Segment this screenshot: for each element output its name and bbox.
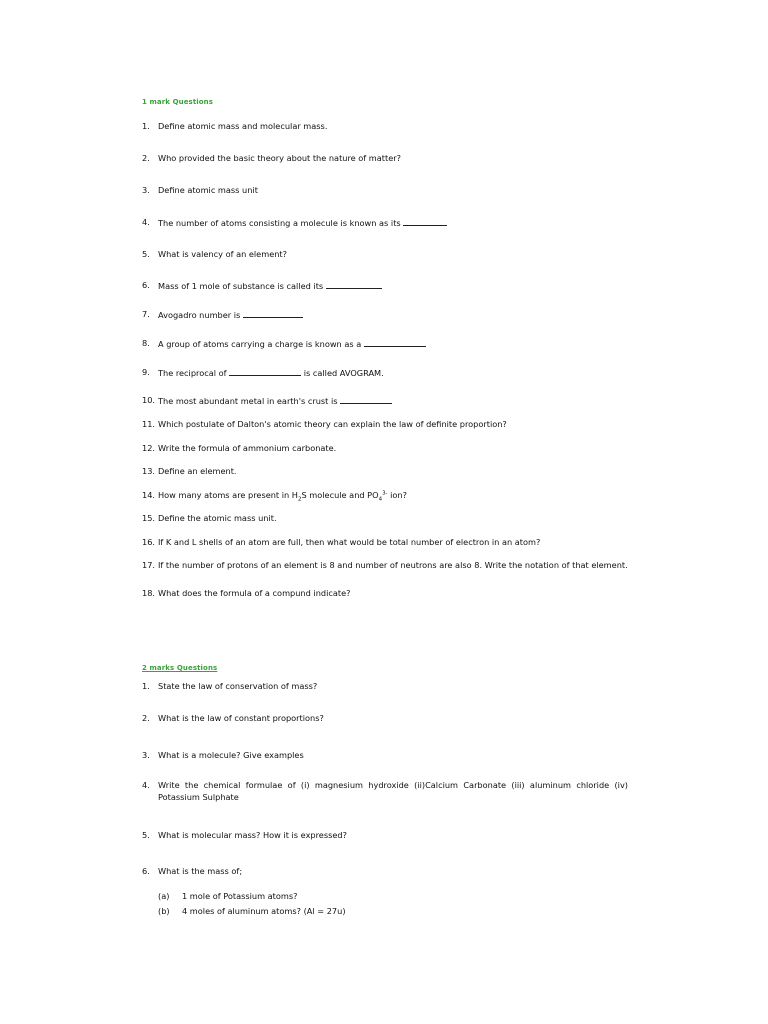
question-number: 15. — [142, 513, 156, 523]
question-number: 1. — [142, 681, 150, 691]
fill-blank — [229, 367, 301, 376]
question-text — [158, 338, 628, 351]
question-text-part: The reciprocal of — [158, 368, 227, 378]
question-number: 18. — [142, 588, 156, 598]
question-text: What does the formula of a compund indicate? — [158, 588, 351, 598]
part-label: (b) — [158, 906, 170, 916]
question-text-part: A group of atoms carrying a charge is known as a — [158, 339, 362, 349]
question-number: 10. — [142, 395, 156, 405]
question-number: 6. — [142, 280, 150, 290]
question-text-part: Mass of 1 mole of substance is called its — [158, 281, 324, 291]
question-text: If K and L shells of an atom are full, then what would be total number of electron in an atom? — [158, 537, 541, 547]
question-number: 4. — [142, 780, 150, 790]
question-number: 12. — [142, 443, 156, 453]
subscript: 4 — [378, 496, 383, 503]
question-text-part: S molecule and PO — [301, 490, 379, 500]
question-number: 5. — [142, 830, 150, 840]
question-text: What is molecular mass? How it is expressed? — [158, 830, 347, 840]
question-number: 2. — [142, 153, 150, 163]
section-heading-1-mark: 1 mark Questions — [142, 98, 214, 106]
question-number: 1. — [142, 121, 150, 131]
question-text — [158, 309, 628, 322]
question-text-part: ion? — [387, 490, 407, 500]
question-number: 14. — [142, 490, 156, 500]
question-text: What is the mass of; — [158, 866, 243, 876]
question-text: Define the atomic mass unit. — [158, 513, 277, 523]
question-text: Who provided the basic theory about the nature of matter? — [158, 153, 401, 163]
question-text: What is a molecule? Give examples — [158, 750, 304, 760]
question-number: 13. — [142, 466, 156, 476]
question-number: 3. — [142, 750, 150, 760]
question-text: Define atomic mass unit — [158, 185, 258, 195]
question-text-part: How many atoms are present in H — [158, 490, 298, 500]
fill-blank — [403, 217, 447, 226]
superscript: 3- — [382, 490, 388, 497]
part-text: 4 moles of aluminum atoms? (Al = 27u) — [182, 906, 346, 916]
question-text-part: is called AVOGRAM. — [303, 368, 384, 378]
question-number: 2. — [142, 713, 150, 723]
question-text: What is valency of an element? — [158, 249, 287, 259]
fill-blank — [340, 395, 392, 404]
fill-blank — [243, 309, 303, 318]
question-text — [158, 280, 628, 293]
question-text: Define atomic mass and molecular mass. — [158, 121, 328, 131]
fill-blank — [326, 280, 382, 289]
question-number: 4. — [142, 217, 150, 227]
question-text — [158, 490, 628, 502]
question-text: What is the law of constant proportions? — [158, 713, 324, 723]
question-text-part: Avogadro number is — [158, 310, 241, 320]
part-text: 1 mole of Potassium atoms? — [182, 891, 298, 901]
fill-blank — [364, 338, 426, 347]
question-text — [158, 217, 628, 230]
question-number: 6. — [142, 866, 150, 876]
question-text: Write the formula of ammonium carbonate. — [158, 443, 337, 453]
question-text-part: The number of atoms consisting a molecule is known as its — [158, 218, 401, 228]
question-number: 17. — [142, 560, 156, 570]
part-label: (a) — [158, 891, 170, 901]
question-number: 7. — [142, 309, 150, 319]
question-number: 3. — [142, 185, 150, 195]
question-text: State the law of conservation of mass? — [158, 681, 318, 691]
question-number: 11. — [142, 419, 156, 429]
section-heading-2-marks: 2 marks Questions — [142, 664, 218, 672]
question-number: 9. — [142, 367, 150, 377]
question-text-part: The most abundant metal in earth's crust is — [158, 396, 338, 406]
question-text: Define an element. — [158, 466, 237, 476]
question-text — [158, 367, 628, 380]
subscript: 2 — [297, 496, 302, 503]
question-text: Which postulate of Dalton's atomic theory can explain the law of definite proportion? — [158, 419, 507, 429]
question-number: 16. — [142, 537, 156, 547]
question-number: 8. — [142, 338, 150, 348]
question-text: Write the chemical formulae of (i) magnesium hydroxide (ii)Calcium Carbonate (iii) aluminum chloride (iv) Potassium Sulphate — [158, 780, 628, 802]
question-text — [158, 395, 628, 408]
question-text: If the number of protons of an element is 8 and number of neutrons are also 8. Write the notation of that element. — [158, 560, 628, 570]
question-number: 5. — [142, 249, 150, 259]
